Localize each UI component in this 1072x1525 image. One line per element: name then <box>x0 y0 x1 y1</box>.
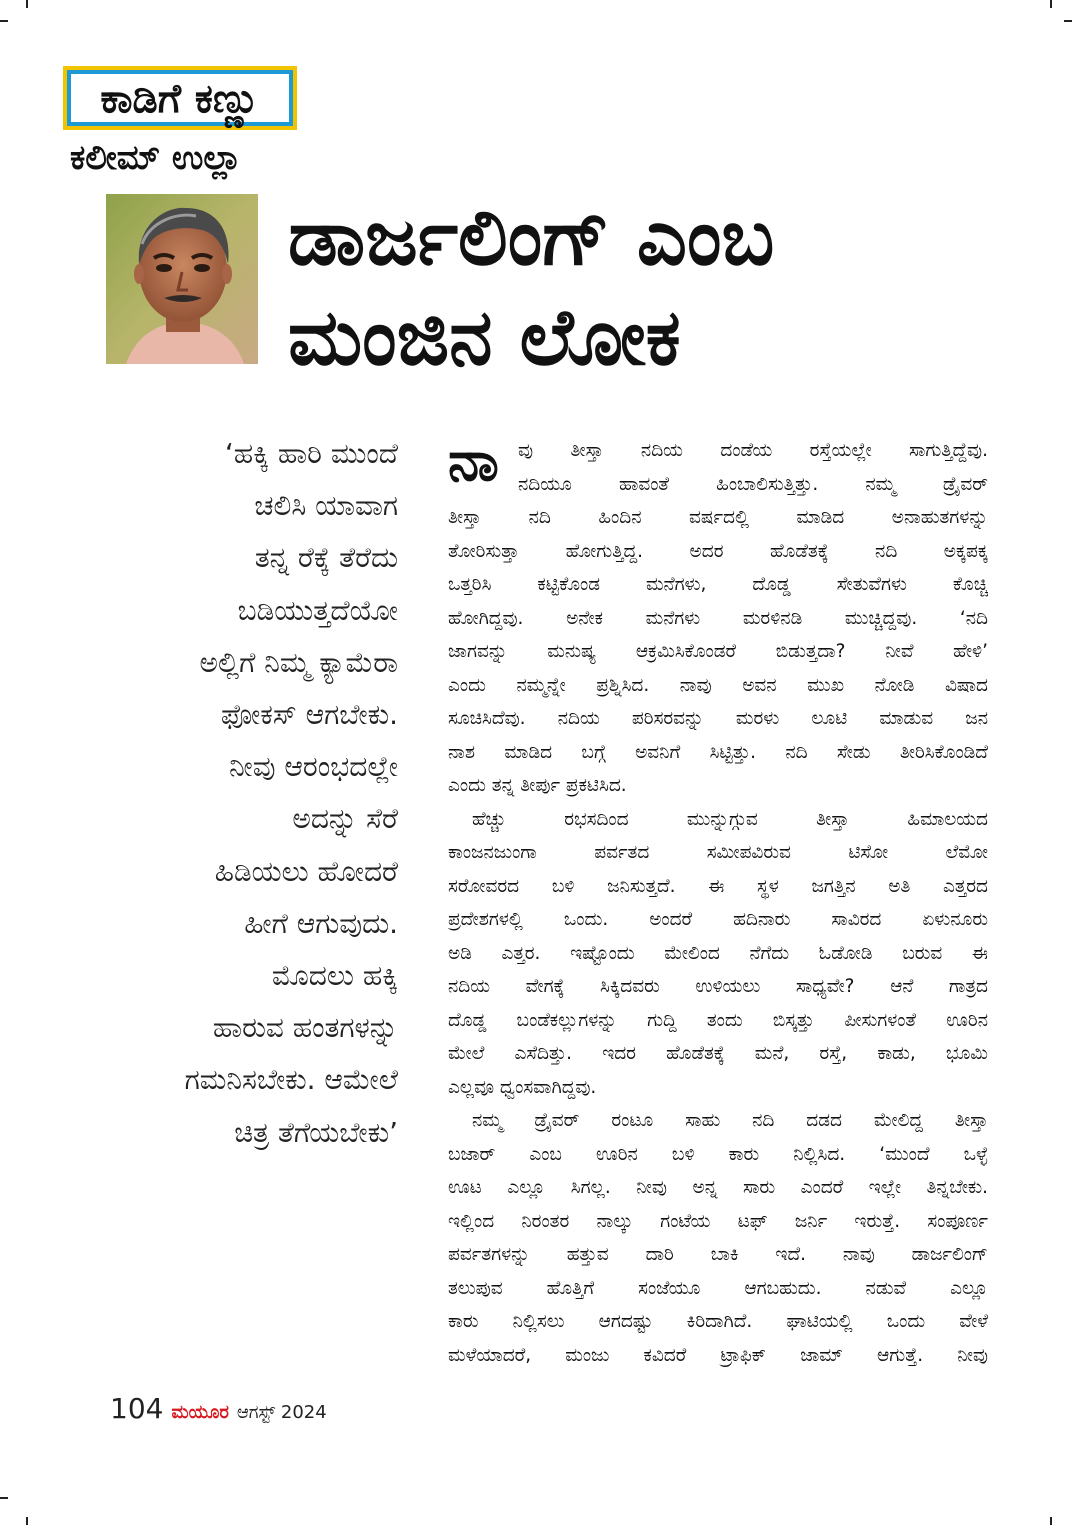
body-line: ಸೂಚಿಸಿದೆವು. ನದಿಯ ಪರಿಸರವನ್ನು ಮರಳು ಲೂಟಿ ಮಾಡುವ ಜನ <box>448 708 988 729</box>
crop-mark <box>0 20 8 22</box>
crop-mark <box>1050 1517 1052 1525</box>
body-line: ಎಂದು ತನ್ನ ತೀರ್ಪು ಪ್ರಕಟಿಸಿದ. <box>448 775 627 796</box>
pull-quote-line: ಅದನ್ನು ಸೆರೆ <box>292 802 398 836</box>
crop-mark <box>0 1497 8 1499</box>
pull-quote-line: ಹಿಡಿಯಲು ಹೋದರೆ <box>214 854 398 888</box>
pull-quote-line: ಅಲ್ಲಿಗೆ ನಿಮ್ಮ ಕ್ಯಾಮೆರಾ <box>199 645 398 679</box>
body-line: ಬಜಾರ್ ಎಂಬ ಊರಿನ ಬಳಿ ಕಾರು ನಿಲ್ಲಿಸಿದ. ‘ಮುಂದೆ ಒಳ್ಳೆ <box>448 1143 988 1165</box>
body-line: ಪ್ರದೇಶಗಳಲ್ಲಿ ಒಂದು. ಅಂದರೆ ಹದಿನಾರು ಸಾವಿರದ ಏಳುನೂರು <box>448 909 988 930</box>
pull-quote-line: ಹಾರುವ ಹಂತಗಳನ್ನು <box>212 1011 398 1045</box>
body-line: ಮೇಲೆ ಎಸೆದಿತ್ತು. ಇದರ ಹೊಡೆತಕ್ಕೆ ಮನೆ, ರಸ್ತೆ, ಕಾಡು, ಭೂಮಿ <box>448 1043 988 1064</box>
pull-quote <box>100 428 398 1159</box>
headline-line: ಡಾರ್ಜಲಿಂಗ್ ಎಂಬ <box>288 193 775 283</box>
body-line: ಜಾಗವನ್ನು ಮನುಷ್ಯ ಆಕ್ರಮಿಸಿಕೊಂಡರೆ ಬಿಡುತ್ತದಾ? ನೀವೆ ಹೇಳಿ’ <box>448 641 988 662</box>
issue-date: ಆಗಸ್ಟ್ 2024 <box>236 1402 327 1423</box>
body-line: ಹೆಚ್ಚು ರಭಸದಿಂದ ಮುನ್ನುಗ್ಗುವ ತೀಸ್ತಾ ಹಿಮಾಲಯದ <box>472 808 988 830</box>
body-line: ವು ತೀಸ್ತಾ ನದಿಯ ದಂಡೆಯ ರಸ್ತೆಯಲ್ಲೇ ಸಾಗುತ್ತಿದ್ದೆವು. <box>518 440 988 461</box>
body-line: ನದಿಯ ವೇಗಕ್ಕೆ ಸಿಕ್ಕಿದವರು ಉಳಿಯಲು ಸಾಧ್ಯವೇ? ಆನೆ ಗಾತ್ರದ <box>448 976 988 997</box>
pull-quote-line: ಹೀಗೆ ಆಗುವುದು. <box>244 906 398 940</box>
column-title: ಕಾಡಿಗೆ ಕಣ್ಣು <box>67 70 293 126</box>
headline <box>288 188 1048 388</box>
body-line: ನಾಶ ಮಾಡಿದ ಬಗ್ಗೆ ಅವನಿಗೆ ಸಿಟ್ಟಿತ್ತು. ನದಿ ಸೇಡು ತೀರಿಸಿಕೊಂಡಿದೆ <box>448 741 988 763</box>
author-name: ಕಲೀಮ್ ಉಲ್ಲಾ <box>70 138 242 178</box>
author-photo <box>106 194 258 364</box>
page-number: 104 <box>110 1392 164 1425</box>
body-line: ತೋರಿಸುತ್ತಾ ಹೋಗುತ್ತಿದ್ದ. ಅದರ ಹೊಡೆತಕ್ಕೆ ನದಿ ಅಕ್ಕಪಕ್ಕ <box>448 540 988 562</box>
body-line: ಇಲ್ಲಿಂದ ನಿರಂತರ ನಾಲ್ಕು ಗಂಟೆಯ ಟಫ್ ಜರ್ನಿ ಇರುತ್ತೆ. ಸಂಪೂರ್ಣ <box>448 1210 988 1232</box>
body-line: ಊಟ ಎಲ್ಲೂ ಸಿಗಲ್ಲ. ನೀವು ಅನ್ನ ಸಾರು ಎಂದರೆ ಇಲ್ಲೇ ತಿನ್ನಬೇಕು. <box>448 1177 988 1198</box>
pull-quote-line: ಮೊದಲು ಹಕ್ಕಿ <box>271 959 398 993</box>
pull-quote-line: ಚಿತ್ರ ತೆಗೆಯಬೇಕು’ <box>234 1115 398 1149</box>
column-badge <box>63 66 297 130</box>
headline-line: ಮಂಜಿನ ಲೋಕ <box>288 293 681 383</box>
crop-mark <box>1050 0 1052 8</box>
body-line: ಪರ್ವತಗಳನ್ನು ಹತ್ತುವ ದಾರಿ ಬಾಕಿ ಇದೆ. ನಾವು ಡಾರ್ಜಲಿಂಗ್ <box>448 1244 988 1265</box>
magazine-name: ಮಯೂರ <box>171 1402 229 1423</box>
body-line: ಕಾಂಜನಜುಂಗಾ ಪರ್ವತದ ಸಮೀಪವಿರುವ ಟಿಸೋ ಲೆಮೋ <box>448 842 988 863</box>
body-line: ಎಂದು ನಮ್ಮನ್ನೇ ಪ್ರಶ್ನಿಸಿದ. ನಾವು ಅವನ ಮುಖ ನೋಡಿ ವಿಷಾದ <box>448 674 988 696</box>
body-line: ತಲುಪುವ ಹೊತ್ತಿಗೆ ಸಂಜೆಯೂ ಆಗಬಹುದು. ನಡುವೆ ಎಲ್ಲೂ <box>448 1277 988 1299</box>
body-line: ಮಳೆಯಾದರೆ, ಮಂಜು ಕವಿದರೆ ಟ್ರಾಫಿಕ್ ಜಾಮ್ ಆಗುತ್ತೆ. ನೀವು <box>448 1344 988 1366</box>
crop-mark <box>1064 20 1072 22</box>
body-line: ಸರೋವರದ ಬಳಿ ಜನಿಸುತ್ತದೆ. ಈ ಸ್ಥಳ ಜಗತ್ತಿನ ಅತಿ ಎತ್ತರದ <box>448 875 988 897</box>
pull-quote-line: ಬಡಿಯುತ್ತದೆಯೋ <box>237 593 398 627</box>
pull-quote-line: ಫೋಕಸ್ ಆಗಬೇಕು. <box>220 698 398 732</box>
body-line: ತೀಸ್ತಾ ನದಿ ಹಿಂದಿನ ವರ್ಷದಲ್ಲಿ ಮಾಡಿದ ಅನಾಹುತಗಳನ್ನು <box>448 507 988 528</box>
body-line: ದೊಡ್ಡ ಬಂಡೆಕಲ್ಲುಗಳನ್ನು ಗುದ್ದಿ ತಂದು ಬಿಸ್ಕತ್ತು ಪೀಸುಗಳಂತೆ ಊರಿನ <box>448 1009 988 1031</box>
body-line: ಹೋಗಿದ್ದವು. ಅನೇಕ ಮನೆಗಳು ಮರಳಿನಡಿ ಮುಚ್ಚಿದ್ದವು. ‘ನದಿ <box>448 607 988 629</box>
body-line: ಅಡಿ ಎತ್ತರ. ಇಷ್ಟೊಂದು ಮೇಲಿಂದ ನೆಗೆದು ಓಡೋಡಿ ಬರುವ ಈ <box>448 942 988 964</box>
page-footer <box>110 1392 327 1428</box>
body-line: ಒತ್ತರಿಸಿ ಕಟ್ಟಿಕೊಂಡ ಮನೆಗಳು, ದೊಡ್ಡ ಸೇತುವೆಗಳು ಕೊಚ್ಚಿ <box>448 574 988 595</box>
pull-quote-line: ನೀವು ಆರಂಭದಲ್ಲೇ <box>229 750 398 784</box>
crop-mark <box>26 1517 28 1525</box>
body-line: ಎಲ್ಲವೂ ಧ್ವಂಸವಾಗಿದ್ದವು. <box>448 1076 597 1098</box>
body-line: ನಮ್ಮ ಡ್ರೈವರ್ ರಂಟೂ ಸಾಹು ನದಿ ದಡದ ಮೇಲಿದ್ದ ತೀಸ್ತಾ <box>472 1110 988 1131</box>
body-line: ನದಿಯೂ ಹಾವಂತೆ ಹಿಂಬಾಲಿಸುತ್ತಿತ್ತು. ನಮ್ಮ ಡ್ರೈವರ್ <box>518 473 988 495</box>
pull-quote-line: ಚಲಿಸಿ ಯಾವಾಗ <box>254 489 398 523</box>
pull-quote-line: ಗಮನಿಸಬೇಕು. ಆಮೇಲೆ <box>184 1063 398 1097</box>
pull-quote-line: ‘ಹಕ್ಕಿ ಹಾರಿ ಮುಂದೆ <box>224 437 398 470</box>
crop-mark <box>26 0 28 8</box>
pull-quote-line: ತನ್ನ ರೆಕ್ಕೆ ತೆರೆದು <box>254 541 398 575</box>
drop-cap: ನಾ <box>448 429 499 494</box>
body-line: ಕಾರು ನಿಲ್ಲಿಸಲು ಆಗದಷ್ಟು ಕಿರಿದಾಗಿದೆ. ಘಾಟಿಯಲ್ಲಿ ಒಂದು ವೇಳೆ <box>448 1311 988 1332</box>
article-body <box>448 429 988 1372</box>
